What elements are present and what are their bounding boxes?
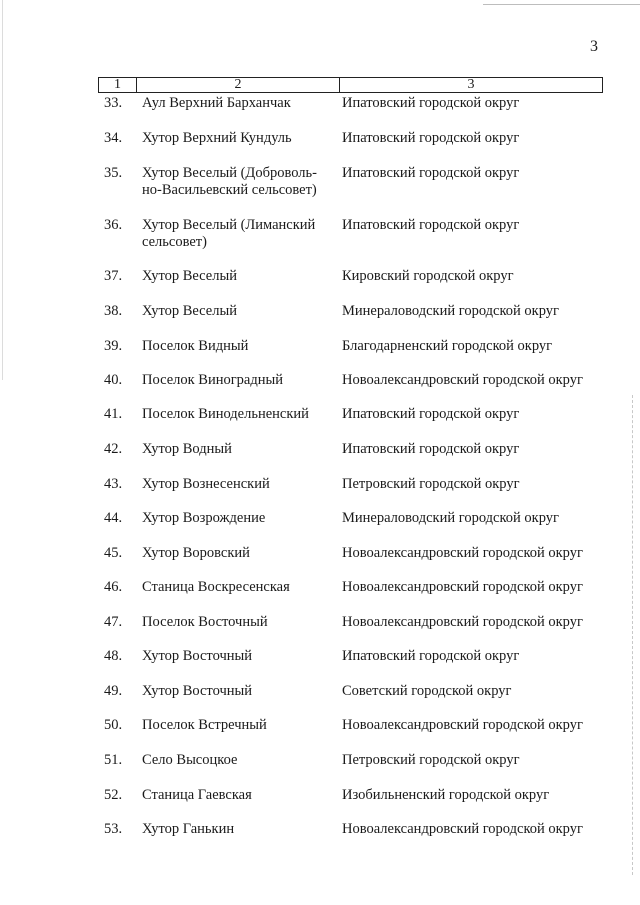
row-number: 53.: [104, 821, 123, 837]
settlement-name: Хутор Верхний Кундуль: [142, 130, 292, 146]
settlement-name: Хутор Вознесенский: [142, 476, 270, 492]
settlement-name: Хутор Ганькин: [142, 821, 235, 837]
settlement-name: Хутор Водный: [142, 441, 232, 457]
settlement-name: Поселок Виноградный: [142, 372, 283, 388]
settlement-name: Хутор Восточный: [142, 648, 253, 664]
settlement-name: Станица Гаевская: [142, 787, 252, 803]
settlement-name: Хутор Восточный: [142, 683, 253, 699]
district-name: Петровский городской округ: [342, 752, 520, 768]
row-number: 33.: [104, 95, 123, 111]
row-number: 49.: [104, 683, 123, 699]
row-number: 52.: [104, 787, 123, 803]
scan-artifact-top-line: [483, 4, 640, 5]
district-name: Изобильненский городской округ: [342, 787, 550, 803]
settlement-name: Хутор Веселый: [142, 268, 237, 284]
table-header-col-1: 1: [99, 78, 137, 92]
district-name: Ипатовский городской округ: [342, 217, 520, 233]
row-number: 41.: [104, 406, 123, 422]
district-name: Ипатовский городской округ: [342, 406, 520, 422]
district-name: Ипатовский городской округ: [342, 95, 520, 111]
settlement-name: Хутор Веселый (Доброволь-но-Васильевский сельсовет): [142, 165, 317, 198]
district-name: Ипатовский городской округ: [342, 165, 520, 181]
district-name: Новоалександровский городской округ: [342, 614, 583, 630]
district-name: Кировский городской округ: [342, 268, 514, 284]
district-name: Ипатовский городской округ: [342, 648, 520, 664]
district-name: Ипатовский городской округ: [342, 441, 520, 457]
settlement-name: Станица Воскресенская: [142, 579, 290, 595]
district-name: Новоалександровский городской округ: [342, 821, 583, 837]
settlement-name: Поселок Встречный: [142, 717, 267, 733]
row-number: 42.: [104, 441, 123, 457]
district-name: Новоалександровский городской округ: [342, 545, 583, 561]
settlement-name: Село Высоцкое: [142, 752, 238, 768]
table-header-col-3: 3: [467, 77, 475, 92]
row-number: 50.: [104, 717, 123, 733]
settlement-name: Поселок Видный: [142, 338, 249, 354]
table-header-col-2: 2: [137, 78, 340, 92]
district-name: Минераловодский городской округ: [342, 303, 559, 319]
row-number: 38.: [104, 303, 123, 319]
settlement-name: Хутор Возрождение: [142, 510, 266, 526]
row-number: 39.: [104, 338, 123, 354]
settlement-name: Поселок Винодельненский: [142, 406, 309, 422]
row-number: 35.: [104, 165, 123, 181]
district-name: Новоалександровский городской округ: [342, 717, 583, 733]
row-number: 47.: [104, 614, 123, 630]
row-number: 37.: [104, 268, 123, 284]
row-number: 36.: [104, 217, 123, 233]
settlement-name: Хутор Веселый (Лиманский сельсовет): [142, 217, 316, 250]
row-number: 51.: [104, 752, 123, 768]
row-number: 34.: [104, 130, 123, 146]
page-number: 3: [590, 38, 598, 55]
table-header-row: [98, 77, 603, 93]
row-number: 48.: [104, 648, 123, 664]
scan-artifact-right-edge: [632, 395, 633, 875]
row-number: 44.: [104, 510, 123, 526]
settlement-name: Хутор Веселый: [142, 303, 237, 319]
scan-artifact-left-edge: [2, 0, 3, 380]
district-name: Новоалександровский городской округ: [342, 372, 583, 388]
row-number: 45.: [104, 545, 123, 561]
row-number: 46.: [104, 579, 123, 595]
settlement-name: Поселок Восточный: [142, 614, 268, 630]
district-name: Ипатовский городской округ: [342, 130, 520, 146]
settlement-name: Хутор Воровский: [142, 545, 250, 561]
district-name: Благодарненский городской округ: [342, 338, 553, 354]
district-name: Новоалександровский городской округ: [342, 579, 583, 595]
row-number: 40.: [104, 372, 123, 388]
district-name: Петровский городской округ: [342, 476, 520, 492]
district-name: Советский городской округ: [342, 683, 512, 699]
district-name: Минераловодский городской округ: [342, 510, 559, 526]
settlement-name: Аул Верхний Барханчак: [142, 95, 291, 111]
row-number: 43.: [104, 476, 123, 492]
